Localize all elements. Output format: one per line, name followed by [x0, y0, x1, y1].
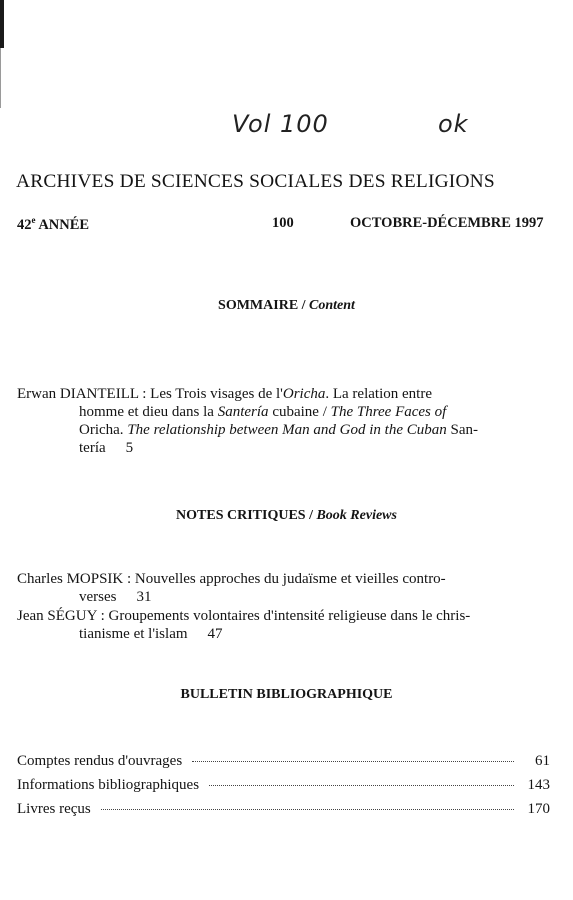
list-item: Informations bibliographiques 143: [17, 777, 550, 793]
issue-number: 100: [272, 215, 294, 231]
bibliography-list: [17, 752, 550, 824]
issue-year: 42e ANNÉE: [17, 215, 90, 233]
scan-edge-line: [0, 48, 1, 108]
section-heading-notes-critiques: NOTES CRITIQUES / Book Reviews: [176, 508, 397, 523]
article-mopsik: Charles MOPSIK : Nouvelles approches du judaïsme et vieilles contro- verses 31: [17, 571, 446, 605]
page-number: 143: [527, 777, 550, 793]
page-number: 47: [207, 626, 223, 642]
article-dianteill: Erwan DIANTEILL : Les Trois visages de l'Oricha. La relation entre homme et dieu dans la Santería cubaine / The Three Faces of Oricha. The relationship between Man and God in the Cuban San- tería 5: [17, 386, 478, 456]
scan-edge-mark: [0, 0, 4, 48]
article-author: Jean SÉGUY: [17, 608, 97, 624]
handwritten-volume-note: Vol 100: [232, 110, 329, 138]
page-number: 170: [527, 801, 550, 817]
handwritten-ok-note: ok: [438, 110, 469, 138]
dot-leader: [101, 808, 514, 810]
dot-leader: [209, 784, 514, 786]
article-seguy: Jean SÉGUY : Groupements volontaires d'intensité religieuse dans le chris- tianisme et l'islam 47: [17, 608, 471, 642]
page-number: 61: [535, 753, 550, 769]
issue-date: OCTOBRE-DÉCEMBRE 1997: [350, 215, 544, 231]
article-author: Charles MOPSIK: [17, 571, 124, 587]
page-number: 5: [125, 440, 134, 456]
dot-leader: [192, 760, 514, 762]
section-heading-bulletin: BULLETIN BIBLIOGRAPHIQUE: [180, 687, 393, 702]
section-heading-sommaire: SOMMAIRE / Content: [218, 298, 355, 313]
journal-title: ARCHIVES DE SCIENCES SOCIALES DES RELIGIONS: [16, 171, 495, 192]
list-item: Comptes rendus d'ouvrages 61: [17, 753, 550, 769]
page-number: 31: [136, 589, 152, 605]
article-author: Erwan DIANTEILL: [17, 386, 139, 402]
list-item: Livres reçus 170: [17, 801, 550, 817]
